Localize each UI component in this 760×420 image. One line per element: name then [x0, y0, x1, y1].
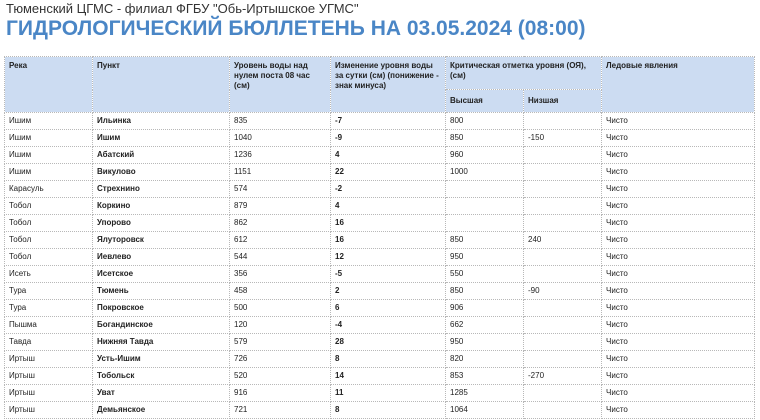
- table-row: [5, 113, 755, 130]
- cell-river: Ишим: [5, 113, 93, 130]
- cell-critical-low: [524, 266, 602, 283]
- cell-ice: Чисто: [602, 232, 755, 249]
- cell-critical-high: 1285: [446, 385, 524, 402]
- cell-change: 4: [331, 198, 446, 215]
- col-header-high: Высшая: [446, 90, 524, 113]
- cell-point: Нижняя Тавда: [93, 334, 230, 351]
- cell-ice: Чисто: [602, 385, 755, 402]
- table-row: [5, 300, 755, 317]
- cell-ice: Чисто: [602, 113, 755, 130]
- cell-critical-high: [446, 215, 524, 232]
- cell-critical-high: 850: [446, 283, 524, 300]
- table-row: [5, 334, 755, 351]
- table-row: [5, 385, 755, 402]
- cell-level: 721: [230, 402, 331, 419]
- cell-critical-high: 853: [446, 368, 524, 385]
- cell-level: 500: [230, 300, 331, 317]
- cell-change: 16: [331, 215, 446, 232]
- cell-change: 11: [331, 385, 446, 402]
- cell-river: Ишим: [5, 147, 93, 164]
- cell-ice: Чисто: [602, 317, 755, 334]
- cell-critical-low: -270: [524, 368, 602, 385]
- cell-change: 16: [331, 232, 446, 249]
- cell-point: Усть-Ишим: [93, 351, 230, 368]
- cell-change: 4: [331, 147, 446, 164]
- cell-point: Покровское: [93, 300, 230, 317]
- cell-level: 458: [230, 283, 331, 300]
- cell-point: Исетское: [93, 266, 230, 283]
- col-header-ice: Ледовые явления: [602, 57, 755, 113]
- cell-level: 726: [230, 351, 331, 368]
- cell-change: 8: [331, 402, 446, 419]
- table-row: [5, 147, 755, 164]
- table-row: [5, 266, 755, 283]
- cell-ice: Чисто: [602, 300, 755, 317]
- col-header-critical: Критическая отметка уровня (ОЯ), (см): [446, 57, 602, 90]
- cell-change: -7: [331, 113, 446, 130]
- cell-level: 520: [230, 368, 331, 385]
- table-row: [5, 317, 755, 334]
- cell-change: 14: [331, 368, 446, 385]
- cell-point: Иевлево: [93, 249, 230, 266]
- cell-ice: Чисто: [602, 368, 755, 385]
- cell-change: -9: [331, 130, 446, 147]
- cell-ice: Чисто: [602, 215, 755, 232]
- cell-river: Иртыш: [5, 385, 93, 402]
- cell-critical-high: 906: [446, 300, 524, 317]
- cell-change: 8: [331, 351, 446, 368]
- cell-critical-high: 850: [446, 232, 524, 249]
- cell-critical-low: [524, 351, 602, 368]
- cell-critical-high: 820: [446, 351, 524, 368]
- col-header-river: Река: [5, 57, 93, 113]
- cell-level: 916: [230, 385, 331, 402]
- cell-river: Тобол: [5, 249, 93, 266]
- cell-river: Иртыш: [5, 402, 93, 419]
- cell-critical-high: 662: [446, 317, 524, 334]
- cell-river: Карасуль: [5, 181, 93, 198]
- cell-critical-low: [524, 215, 602, 232]
- cell-change: 2: [331, 283, 446, 300]
- cell-river: Тобол: [5, 198, 93, 215]
- cell-level: 862: [230, 215, 331, 232]
- cell-critical-high: 960: [446, 147, 524, 164]
- cell-critical-high: [446, 181, 524, 198]
- cell-ice: Чисто: [602, 198, 755, 215]
- cell-ice: Чисто: [602, 402, 755, 419]
- cell-change: 12: [331, 249, 446, 266]
- cell-ice: Чисто: [602, 130, 755, 147]
- cell-point: Тюмень: [93, 283, 230, 300]
- cell-level: 1151: [230, 164, 331, 181]
- col-header-point: Пункт: [93, 57, 230, 113]
- cell-point: Ялуторовск: [93, 232, 230, 249]
- cell-critical-high: [446, 198, 524, 215]
- table-row: [5, 181, 755, 198]
- cell-ice: Чисто: [602, 334, 755, 351]
- cell-change: 22: [331, 164, 446, 181]
- cell-level: 579: [230, 334, 331, 351]
- cell-critical-low: [524, 334, 602, 351]
- cell-critical-low: [524, 113, 602, 130]
- cell-ice: Чисто: [602, 147, 755, 164]
- cell-point: Ильинка: [93, 113, 230, 130]
- table-row: [5, 249, 755, 266]
- cell-change: 6: [331, 300, 446, 317]
- table-row: [5, 402, 755, 419]
- table-row: [5, 368, 755, 385]
- cell-critical-low: [524, 385, 602, 402]
- cell-critical-low: [524, 249, 602, 266]
- cell-change: -2: [331, 181, 446, 198]
- cell-ice: Чисто: [602, 181, 755, 198]
- cell-point: Викулово: [93, 164, 230, 181]
- cell-river: Ишим: [5, 164, 93, 181]
- cell-river: Тобол: [5, 232, 93, 249]
- cell-point: Демьянское: [93, 402, 230, 419]
- table-row: [5, 215, 755, 232]
- cell-river: Тура: [5, 283, 93, 300]
- cell-change: 28: [331, 334, 446, 351]
- cell-level: 1040: [230, 130, 331, 147]
- cell-change: -4: [331, 317, 446, 334]
- cell-river: Тобол: [5, 215, 93, 232]
- cell-critical-high: 1000: [446, 164, 524, 181]
- cell-critical-low: 240: [524, 232, 602, 249]
- cell-critical-high: 950: [446, 249, 524, 266]
- table-row: [5, 232, 755, 249]
- cell-ice: Чисто: [602, 266, 755, 283]
- cell-critical-low: [524, 300, 602, 317]
- cell-point: Ишим: [93, 130, 230, 147]
- cell-river: Иртыш: [5, 351, 93, 368]
- cell-river: Иртыш: [5, 368, 93, 385]
- cell-critical-low: [524, 317, 602, 334]
- cell-level: 544: [230, 249, 331, 266]
- cell-critical-low: [524, 198, 602, 215]
- cell-level: 612: [230, 232, 331, 249]
- col-header-change: Изменение уровня воды за сутки (см) (понижение - знак минуса): [331, 57, 446, 113]
- cell-critical-low: [524, 147, 602, 164]
- organization-name: Тюменский ЦГМС - филиал ФГБУ "Обь-Иртышское УГМС": [6, 1, 359, 16]
- cell-river: Тура: [5, 300, 93, 317]
- table-row: [5, 351, 755, 368]
- table-row: [5, 130, 755, 147]
- cell-critical-high: 850: [446, 130, 524, 147]
- cell-point: Абатский: [93, 147, 230, 164]
- cell-point: Коркино: [93, 198, 230, 215]
- cell-level: 1236: [230, 147, 331, 164]
- bulletin-title: ГИДРОЛОГИЧЕСКИЙ БЮЛЛЕТЕНЬ НА 03.05.2024 (08:00): [6, 17, 586, 40]
- cell-level: 835: [230, 113, 331, 130]
- cell-level: 120: [230, 317, 331, 334]
- cell-level: 356: [230, 266, 331, 283]
- cell-critical-low: [524, 164, 602, 181]
- cell-level: 879: [230, 198, 331, 215]
- cell-critical-high: 950: [446, 334, 524, 351]
- cell-ice: Чисто: [602, 164, 755, 181]
- cell-point: Богандинское: [93, 317, 230, 334]
- table-row: [5, 164, 755, 181]
- cell-critical-high: 550: [446, 266, 524, 283]
- table-row: [5, 198, 755, 215]
- cell-point: Уват: [93, 385, 230, 402]
- col-header-level: Уровень воды над нулем поста 08 час (см): [230, 57, 331, 113]
- cell-critical-low: -150: [524, 130, 602, 147]
- cell-critical-high: 800: [446, 113, 524, 130]
- cell-river: Исеть: [5, 266, 93, 283]
- cell-point: Стрехнино: [93, 181, 230, 198]
- hydrology-table: [4, 56, 755, 419]
- cell-critical-low: [524, 402, 602, 419]
- cell-ice: Чисто: [602, 249, 755, 266]
- cell-river: Тавда: [5, 334, 93, 351]
- cell-ice: Чисто: [602, 351, 755, 368]
- cell-river: Пышма: [5, 317, 93, 334]
- cell-river: Ишим: [5, 130, 93, 147]
- cell-critical-low: [524, 181, 602, 198]
- table-row: [5, 283, 755, 300]
- cell-critical-high: 1064: [446, 402, 524, 419]
- col-header-low: Низшая: [524, 90, 602, 113]
- cell-level: 574: [230, 181, 331, 198]
- cell-point: Тобольск: [93, 368, 230, 385]
- cell-critical-low: -90: [524, 283, 602, 300]
- cell-ice: Чисто: [602, 283, 755, 300]
- cell-point: Упорово: [93, 215, 230, 232]
- cell-change: -5: [331, 266, 446, 283]
